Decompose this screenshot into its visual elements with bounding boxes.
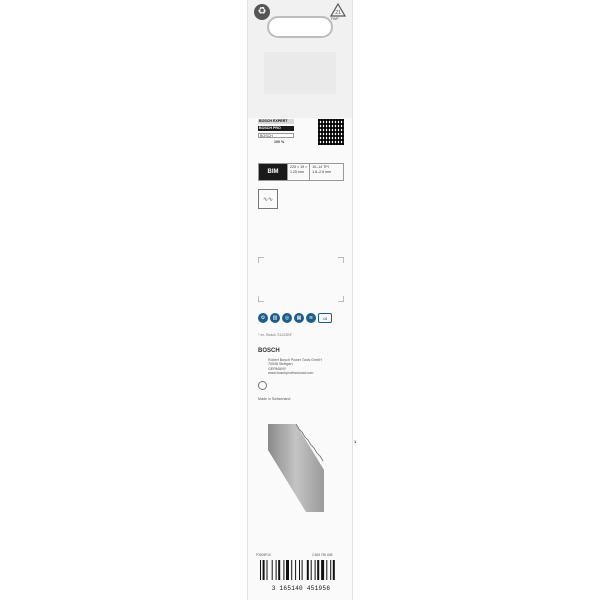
barcode-bars	[256, 560, 346, 580]
tpi-badge: ≤8	[318, 313, 332, 323]
drywall-icon: ▦	[294, 313, 304, 323]
tier-expert: BOSCH EXPERT	[258, 119, 294, 124]
pap-triangle-icon	[330, 3, 346, 17]
teeth-spec	[309, 164, 333, 180]
dimensions-line-1: 225 × 19 ×	[290, 165, 308, 169]
made-in: Made in Switzerland	[258, 397, 291, 401]
hang-tab	[248, 0, 352, 118]
window-corner-bl	[258, 296, 264, 302]
product-code-left: P3009F10	[256, 553, 271, 557]
tier-bosch: BOSCH	[258, 133, 294, 138]
teeth-line-2: 1.8–2.6 mm	[312, 169, 332, 174]
material-badge: BIM	[259, 164, 287, 180]
globe-icon	[258, 381, 267, 390]
recycle-code: 21	[335, 10, 341, 16]
address-line-1: Robert Bosch Power Tools GmbH	[268, 358, 322, 362]
teeth-line-1: 10–14 TPI	[312, 165, 329, 169]
address-block	[268, 358, 322, 376]
blade-package	[247, 0, 357, 600]
spec-table	[258, 163, 344, 181]
metal-icon: ⚙	[258, 313, 268, 323]
brand-name: BOSCH	[258, 348, 280, 354]
window-corner-tr	[338, 257, 344, 263]
euro-hang-slot[interactable]	[267, 16, 333, 38]
barcode-number: 3 165140 451956	[271, 585, 331, 592]
qr-code[interactable]	[318, 119, 344, 145]
material-code: PAP	[331, 16, 339, 21]
steel-icon: ▥	[270, 313, 280, 323]
product-code-right: 2 608 750 608	[312, 553, 333, 557]
tooth-geometry-icon: ∿∿	[258, 189, 278, 209]
pipe-icon: ◎	[282, 313, 292, 323]
window-corner-br	[338, 296, 344, 302]
side-mark: 1	[354, 439, 357, 444]
saw-blade-image	[266, 420, 326, 515]
application-icons	[258, 313, 332, 323]
address-line-4[interactable]: www.boschprofessional.com	[268, 371, 314, 376]
wood-icon: ≋	[306, 313, 316, 323]
window-corner-tl	[258, 257, 264, 263]
address-line-2: 70538 Stuttgart	[268, 362, 293, 367]
blade-dimensions	[287, 164, 309, 180]
recycle-icon: ♻	[254, 4, 270, 20]
address-line-3: GERMANY	[268, 366, 287, 371]
tab-fold	[264, 52, 336, 94]
dimensions-line-2: 1.25 mm	[290, 169, 304, 174]
footnote: * ex. Bosch S1122BF	[258, 333, 292, 337]
ean-barcode[interactable]	[256, 560, 346, 592]
tier-percent: 100 %	[274, 140, 285, 144]
tier-pro: BOSCH PRO	[258, 126, 294, 131]
